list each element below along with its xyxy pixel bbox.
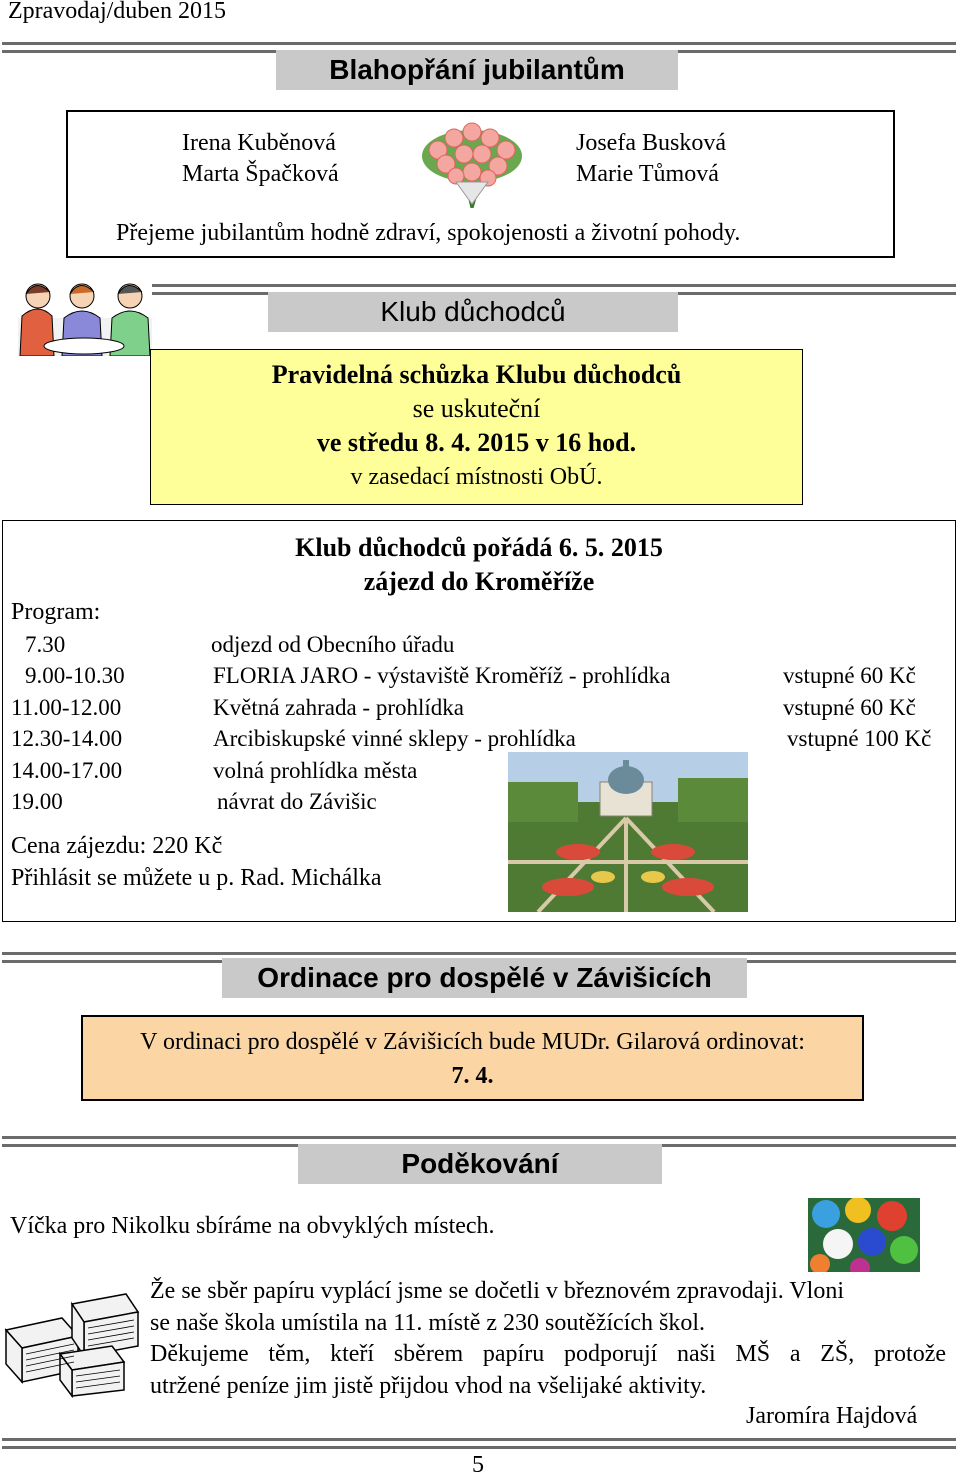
schedule-time: 9.00-10.30 bbox=[25, 663, 125, 689]
schedule-activity: návrat do Závišic bbox=[217, 789, 377, 815]
schedule-row bbox=[11, 692, 931, 724]
meeting-box bbox=[150, 349, 803, 505]
schedule-fee: vstupné 60 Kč bbox=[783, 694, 916, 720]
schedule-time: 11.00-12.00 bbox=[11, 694, 122, 720]
schedule-row bbox=[11, 629, 931, 661]
seniors-illustration bbox=[18, 272, 152, 356]
signature: Jaromíra Hajdová bbox=[746, 1403, 918, 1429]
trip-signup: Přihlásit se můžete u p. Rad. Michálka bbox=[11, 865, 382, 891]
jubilee-name: Marie Tůmová bbox=[576, 161, 719, 187]
program-label: Program: bbox=[11, 599, 101, 625]
schedule-activity: Květná zahrada - prohlídka bbox=[213, 694, 464, 720]
paper-line: Že se sběr papíru vyplácí jsme se dočetli v březnovém zpravodaji. Vloni bbox=[150, 1278, 845, 1304]
bottle-caps-image bbox=[808, 1198, 920, 1272]
jubilee-heading: Blahopřání jubilantům bbox=[276, 50, 678, 90]
clinic-heading: Ordinace pro dospělé v Závišicích bbox=[222, 958, 747, 998]
club-heading: Klub důchodců bbox=[380, 296, 566, 327]
thanks-heading: Poděkování bbox=[298, 1144, 662, 1184]
schedule-time: 14.00-17.00 bbox=[11, 757, 123, 783]
schedule-fee: vstupné 100 Kč bbox=[787, 726, 932, 752]
schedule-row bbox=[11, 661, 931, 693]
schedule-row bbox=[11, 787, 931, 819]
clinic-date: 7. 4. bbox=[451, 1063, 494, 1089]
schedule-fee bbox=[783, 629, 931, 661]
meeting-place: v zasedací místnosti ObÚ. bbox=[350, 464, 603, 490]
schedule-activity: FLORIA JARO - výstaviště Kroměříž - prohlídka bbox=[213, 663, 671, 689]
clinic-text: V ordinaci pro dospělé v Závišicích bude MUDr. Gilarová ordinovat: bbox=[140, 1029, 805, 1055]
schedule-table bbox=[11, 629, 931, 818]
trip-destination: zájezd do Kroměříže bbox=[363, 567, 595, 596]
paper-stacks-illustration bbox=[2, 1290, 140, 1398]
schedule-fee: vstupné 60 Kč bbox=[783, 663, 916, 689]
schedule-time: 12.30-14.00 bbox=[11, 726, 123, 752]
schedule-time: 7.30 bbox=[25, 631, 66, 657]
jubilee-wish: Přejeme jubilantům hodně zdraví, spokojenosti a životní pohody. bbox=[116, 220, 741, 246]
paper-line: se naše škola umístila na 11. místě z 230 soutěžících škol. bbox=[150, 1309, 705, 1336]
paper-line: Děkujeme těm, kteří sběrem papíru podporují naši MŠ a ZŠ, protože bbox=[150, 1341, 946, 1368]
trip-price: Cena zájezdu: 220 Kč bbox=[11, 833, 223, 859]
jubilee-name: Irena Kuběnová bbox=[182, 130, 336, 156]
flowers-image bbox=[416, 116, 528, 208]
schedule-fee bbox=[783, 755, 931, 787]
page-number: 5 bbox=[472, 1452, 484, 1478]
paper-collection-text bbox=[150, 1276, 946, 1402]
newsletter-title: Zpravodaj/duben 2015 bbox=[8, 0, 226, 24]
jubilee-name: Josefa Busková bbox=[576, 130, 726, 156]
club-heading-wrap bbox=[268, 292, 678, 332]
schedule-row bbox=[11, 755, 931, 787]
schedule-fee bbox=[783, 787, 931, 819]
caps-text: Víčka pro Nikolku sbíráme na obvyklých místech. bbox=[10, 1213, 495, 1239]
trip-title: Klub důchodců pořádá 6. 5. 2015 bbox=[295, 533, 663, 562]
meeting-line: se uskuteční bbox=[412, 394, 541, 423]
schedule-time: 19.00 bbox=[11, 789, 63, 815]
schedule-row bbox=[11, 724, 931, 756]
clinic-box bbox=[81, 1015, 864, 1101]
schedule-activity: Arcibiskupské vinné sklepy - prohlídka bbox=[213, 726, 576, 752]
footer-rule bbox=[2, 1438, 956, 1449]
jubilee-box bbox=[66, 110, 895, 258]
meeting-date: ve středu 8. 4. 2015 v 16 hod. bbox=[316, 428, 637, 457]
meeting-line: Pravidelná schůzka Klubu důchodců bbox=[271, 360, 682, 389]
paper-line: utržené peníze jim jistě přijdou vhod na všelijaké aktivity. bbox=[150, 1372, 707, 1399]
schedule-activity: odjezd od Obecního úřadu bbox=[211, 631, 455, 657]
schedule-activity: volná prohlídka města bbox=[213, 757, 418, 783]
jubilee-name: Marta Špačková bbox=[182, 161, 339, 187]
trip-box bbox=[2, 520, 956, 922]
